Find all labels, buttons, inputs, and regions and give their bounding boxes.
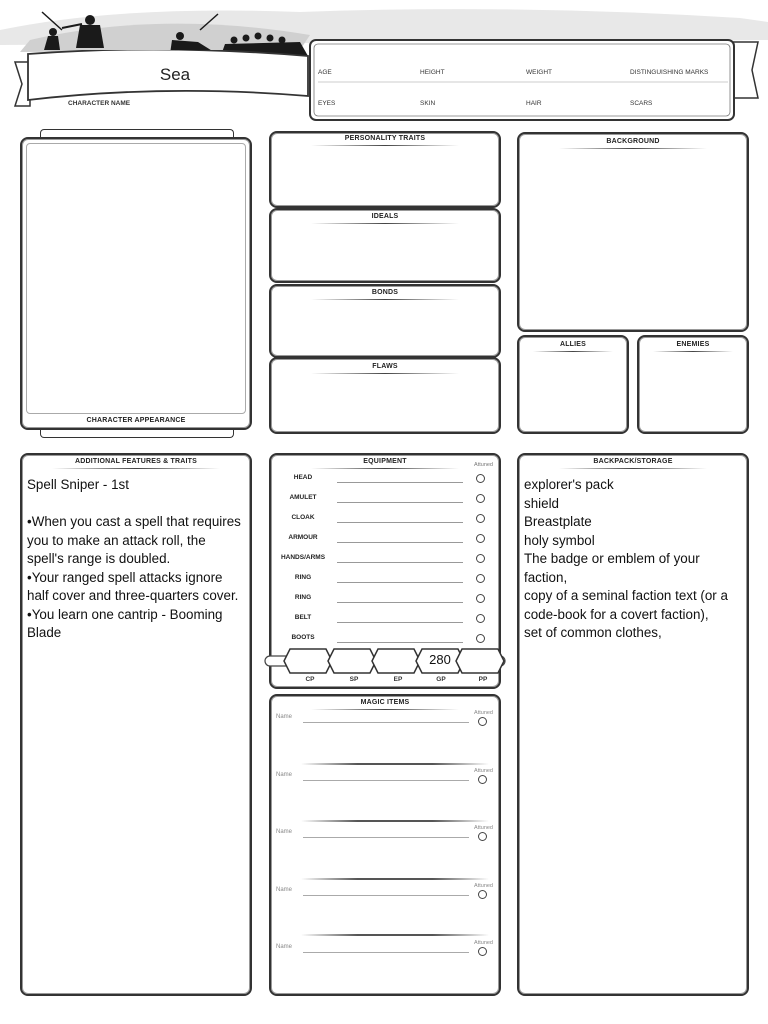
title-underline	[311, 223, 459, 224]
attuned-checkbox[interactable]	[476, 474, 485, 483]
bonds-label: BONDS	[371, 289, 399, 296]
bonds-panel[interactable]	[269, 284, 501, 358]
equipment-row-armour[interactable]	[277, 528, 489, 548]
magic-item-name-label: Name	[276, 772, 293, 778]
field-height[interactable]: HEIGHT	[420, 69, 445, 76]
attuned-checkbox[interactable]	[478, 717, 487, 726]
equipment-attuned-label: Attuned	[474, 462, 493, 468]
attuned-checkbox[interactable]	[476, 554, 485, 563]
equipment-slot-label: AMULET	[289, 494, 317, 501]
personality-traits-panel[interactable]	[269, 131, 501, 208]
field-distinguishing-marks[interactable]: DISTINGUISHING MARKS	[630, 69, 709, 76]
background-panel[interactable]	[517, 132, 749, 332]
magic-item-name-label: Name	[276, 887, 293, 893]
background-label: BACKGROUND	[606, 138, 660, 145]
magic-item-row[interactable]	[271, 938, 499, 978]
field-weight[interactable]: WEIGHT	[526, 69, 552, 76]
flaws-panel[interactable]	[269, 357, 501, 434]
title-underline	[533, 351, 613, 352]
attuned-label: Attuned	[474, 825, 493, 831]
magic-item-divider	[301, 934, 489, 936]
backpack-storage-panel[interactable]	[517, 453, 749, 996]
equipment-row-boots[interactable]	[277, 628, 489, 648]
character-appearance-panel[interactable]	[20, 137, 252, 430]
magic-item-name-label: Name	[276, 829, 293, 835]
attuned-checkbox[interactable]	[476, 534, 485, 543]
magic-item-row[interactable]	[271, 881, 499, 921]
equipment-row-ring-2[interactable]	[277, 588, 489, 608]
allies-panel[interactable]	[517, 335, 629, 434]
appearance-label: CHARACTER APPEARANCE	[86, 417, 186, 424]
equipment-line[interactable]	[337, 542, 463, 543]
equipment-slot-label: BOOTS	[291, 634, 315, 641]
equipment-line[interactable]	[337, 642, 463, 643]
magic-item-name-line[interactable]	[303, 895, 469, 896]
title-underline	[653, 351, 733, 352]
enemies-panel[interactable]	[637, 335, 749, 434]
magic-item-row[interactable]	[271, 766, 499, 806]
magic-item-divider	[301, 820, 489, 822]
attuned-checkbox[interactable]	[476, 614, 485, 623]
equipment-slot-label: RING	[294, 594, 312, 601]
equipment-slot-label: BELT	[294, 614, 312, 621]
field-skin[interactable]: SKIN	[420, 100, 436, 107]
magic-item-name-line[interactable]	[303, 837, 469, 838]
equipment-slot-label: HEAD	[293, 474, 313, 481]
magic-items-panel[interactable]	[269, 694, 501, 996]
equipment-slot-label: CLOAK	[291, 514, 315, 521]
field-hair[interactable]: HAIR	[526, 100, 542, 107]
attuned-checkbox[interactable]	[478, 775, 487, 784]
attuned-label: Attuned	[474, 768, 493, 774]
equipment-row-amulet[interactable]	[277, 488, 489, 508]
attuned-label: Attuned	[474, 710, 493, 716]
coin-ep-label: EP	[393, 676, 403, 683]
coin-cp-label: CP	[305, 676, 315, 683]
magic-item-name-line[interactable]	[303, 780, 469, 781]
title-underline	[311, 373, 459, 374]
title-underline	[52, 468, 220, 469]
details-scroll	[308, 32, 760, 122]
equipment-row-cloak[interactable]	[277, 508, 489, 528]
allies-label: ALLIES	[559, 341, 587, 348]
enemies-label: ENEMIES	[676, 341, 710, 348]
attuned-checkbox[interactable]	[478, 890, 487, 899]
equipment-row-hands-arms[interactable]	[277, 548, 489, 568]
equipment-row-belt[interactable]	[277, 608, 489, 628]
magic-item-row[interactable]	[271, 708, 499, 748]
title-underline	[311, 299, 459, 300]
appearance-inner	[26, 143, 246, 414]
coin-bar	[264, 646, 506, 676]
ideals-panel[interactable]	[269, 208, 501, 283]
equipment-line[interactable]	[337, 502, 463, 503]
equipment-line[interactable]	[337, 622, 463, 623]
equipment-slot-label: ARMOUR	[288, 534, 318, 541]
backpack-storage-label: BACKPACK/STORAGE	[593, 458, 673, 465]
equipment-line[interactable]	[337, 482, 463, 483]
field-age[interactable]: AGE	[318, 69, 332, 76]
attuned-label: Attuned	[474, 883, 493, 889]
magic-item-name-line[interactable]	[303, 952, 469, 953]
equipment-slot-label: RING	[294, 574, 312, 581]
attuned-label: Attuned	[474, 940, 493, 946]
additional-features-label: ADDITIONAL FEATURES & TRAITS	[74, 458, 197, 465]
character-name-value[interactable]: Sea	[159, 65, 191, 84]
equipment-line[interactable]	[337, 562, 463, 563]
coin-pp-label: PP	[478, 676, 488, 683]
magic-item-row[interactable]	[271, 823, 499, 863]
attuned-checkbox[interactable]	[476, 574, 485, 583]
equipment-row-head[interactable]	[277, 468, 489, 488]
equipment-line[interactable]	[337, 582, 463, 583]
attuned-checkbox[interactable]	[476, 594, 485, 603]
equipment-line[interactable]	[337, 522, 463, 523]
coin-gp-value[interactable]: 280	[429, 652, 451, 667]
magic-item-name-label: Name	[276, 714, 293, 720]
additional-features-panel[interactable]	[20, 453, 252, 996]
personality-traits-label: PERSONALITY TRAITS	[344, 135, 426, 142]
flaws-label: FLAWS	[372, 363, 398, 370]
attuned-checkbox[interactable]	[476, 634, 485, 643]
equipment-row-ring-1[interactable]	[277, 568, 489, 588]
magic-item-divider	[301, 763, 489, 765]
magic-item-name-label: Name	[276, 944, 293, 950]
attuned-checkbox[interactable]	[478, 947, 487, 956]
backpack-storage-text[interactable]: explorer's pack shield Breastplate holy symbol The badge or emblem of your faction, copy of a seminal faction text (or a code-book for a covert faction), set of common clothes,	[524, 477, 728, 640]
additional-features-text[interactable]: Spell Sniper - 1st •When you cast a spell that requires you to make an attack roll, the spell's range is doubled. •Your ranged spell attacks ignore half cover and three-quarters cover. •You learn one cantrip - Booming Blade	[27, 477, 241, 640]
field-scars[interactable]: SCARS	[630, 100, 653, 107]
attuned-checkbox[interactable]	[476, 494, 485, 503]
attuned-checkbox[interactable]	[476, 514, 485, 523]
attuned-checkbox[interactable]	[478, 832, 487, 841]
equipment-line[interactable]	[337, 602, 463, 603]
coin-gp-label: GP	[436, 676, 446, 683]
magic-item-name-line[interactable]	[303, 722, 469, 723]
title-underline	[559, 148, 707, 149]
magic-items-label: MAGIC ITEMS	[360, 699, 410, 706]
title-underline	[559, 468, 707, 469]
coin-sp-label: SP	[349, 676, 359, 683]
equipment-label: EQUIPMENT	[363, 458, 407, 465]
field-eyes[interactable]: EYES	[318, 100, 336, 107]
ideals-label: IDEALS	[371, 213, 399, 220]
character-name-label: CHARACTER NAME	[68, 100, 131, 107]
title-underline	[311, 145, 459, 146]
equipment-slot-label: HANDS/ARMS	[280, 554, 326, 561]
magic-item-divider	[301, 878, 489, 880]
